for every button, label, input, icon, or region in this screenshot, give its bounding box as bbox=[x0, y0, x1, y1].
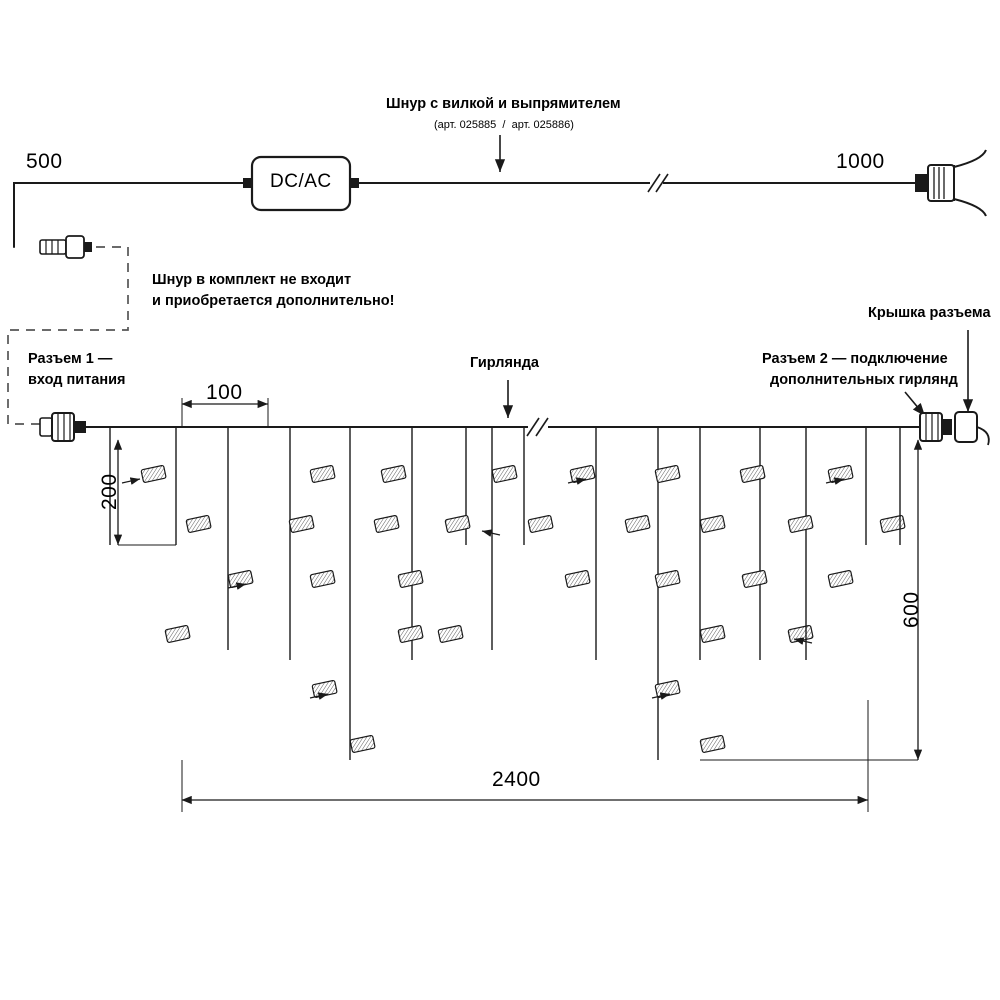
power-block-label: DC/AC bbox=[270, 171, 332, 192]
dimension-lead-left: 500 bbox=[26, 150, 63, 173]
bulb bbox=[700, 625, 725, 642]
connector1-label-line2: вход питания bbox=[28, 372, 126, 388]
bulb bbox=[398, 570, 423, 587]
cord-title-label: Шнур с вилкой и выпрямителем bbox=[386, 96, 621, 112]
bulb bbox=[492, 465, 517, 482]
bulb bbox=[438, 625, 463, 642]
bulb bbox=[880, 515, 905, 532]
cord-not-included-line2: и приобретается дополнительно! bbox=[152, 293, 395, 309]
bulb bbox=[398, 625, 423, 642]
bulb bbox=[655, 570, 680, 587]
bulb bbox=[788, 515, 813, 532]
optional-cord-dashed-path bbox=[8, 247, 128, 424]
bulb bbox=[740, 465, 765, 482]
icicle-strands bbox=[110, 427, 905, 760]
bulb bbox=[374, 515, 399, 532]
bulb bbox=[565, 570, 590, 587]
dimension-total-width: 2400 bbox=[492, 768, 541, 791]
connector2-label-line2: дополнительных гирлянд bbox=[770, 372, 958, 388]
connector-cap-label: Крышка разъема bbox=[868, 305, 991, 321]
bulb bbox=[742, 570, 767, 587]
bulb bbox=[186, 515, 211, 532]
bulb bbox=[310, 465, 335, 482]
bulb bbox=[141, 465, 166, 482]
bulb bbox=[828, 570, 853, 587]
bulb bbox=[625, 515, 650, 532]
bulb bbox=[165, 625, 190, 642]
connector2-label-line1: Разъем 2 — подключение bbox=[762, 351, 948, 367]
dimension-spacing: 100 bbox=[206, 381, 243, 404]
bulb bbox=[289, 515, 314, 532]
cord-not-included-line1: Шнур в комплект не входит bbox=[152, 272, 352, 288]
dimension-lead-right: 1000 bbox=[836, 150, 885, 173]
bulb bbox=[528, 515, 553, 532]
garland-label: Гирлянда bbox=[470, 355, 539, 371]
bulb bbox=[655, 465, 680, 482]
dimension-drop-short: 200 bbox=[98, 473, 121, 510]
cord-articles-label: (арт. 025885 / арт. 025886) bbox=[434, 119, 574, 131]
dimension-lines bbox=[118, 398, 918, 812]
bulb bbox=[381, 465, 406, 482]
bulb bbox=[700, 515, 725, 532]
bulb bbox=[700, 735, 725, 752]
bulb bbox=[350, 735, 375, 752]
dimension-drop-long: 600 bbox=[900, 591, 923, 628]
bulb bbox=[310, 570, 335, 587]
connector1-label-line1: Разъем 1 — bbox=[28, 351, 113, 367]
